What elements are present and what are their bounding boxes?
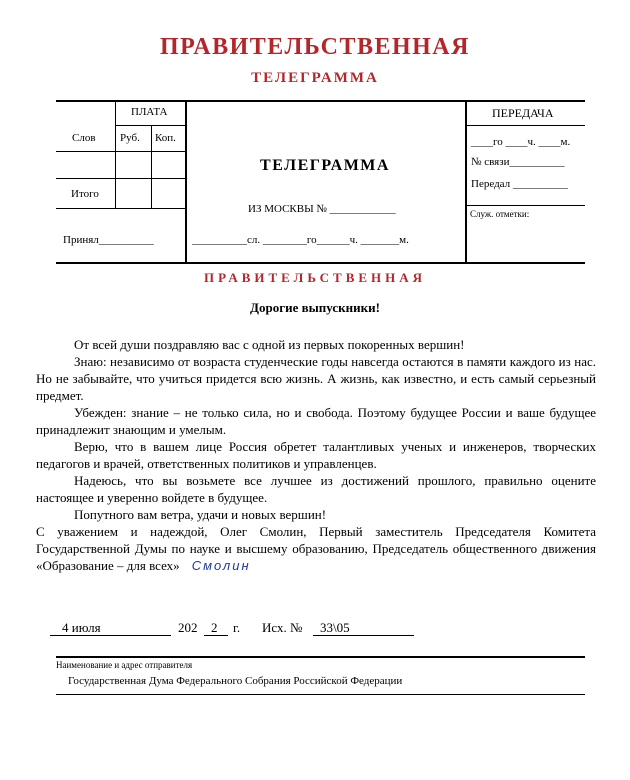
kop-label: Коп. — [155, 132, 176, 144]
prinyal-label: Принял__________ — [63, 234, 154, 246]
year-prefix: 202 — [178, 620, 198, 635]
date-time-field: __________сл. ________го______ч. _______м. — [192, 234, 409, 246]
letter-body — [36, 336, 596, 574]
grid-line — [56, 208, 185, 209]
sender-name: Государственная Дума Федерального Собрания Российской Федерации — [68, 675, 403, 687]
signature: Смолин — [191, 558, 251, 573]
form-bottom-border — [56, 262, 585, 264]
greeting: Дорогие выпускники! — [250, 300, 380, 315]
grid-line — [465, 125, 585, 126]
from-moscow-field: ИЗ МОСКВЫ № ____________ — [248, 203, 396, 215]
year-suffix: г. — [233, 620, 241, 635]
go-ch-m-field: ____го ____ч. ____м. — [471, 136, 571, 148]
grid-line — [185, 100, 187, 262]
grid-line — [56, 178, 185, 179]
year-digit: 2 — [211, 620, 218, 635]
grid-line — [465, 205, 585, 206]
rub-label: Руб. — [120, 132, 140, 144]
telegram-label: ТЕЛЕГРАММА — [260, 157, 390, 174]
sender-top-border — [56, 656, 585, 658]
document-title: ПРАВИТЕЛЬСТВЕННАЯ — [160, 34, 470, 60]
peredal-field: Передал __________ — [471, 178, 568, 190]
grid-line — [115, 100, 116, 208]
underline — [50, 635, 171, 636]
outgoing-number-label: Исх. № — [262, 620, 303, 635]
underline — [313, 635, 414, 636]
closing-paragraph — [36, 523, 596, 574]
outgoing-number: 33\05 — [320, 620, 350, 635]
grid-line — [115, 125, 185, 126]
paragraph: Надеюсь, что вы возьмете все лучшее из достижений прошлого, правильно оцените настоящее и уверенно войдете в будущее. — [36, 473, 596, 505]
document-subtitle: ТЕЛЕГРАММА — [251, 70, 379, 86]
grid-line — [56, 151, 185, 152]
itogo-label: Итого — [71, 188, 99, 200]
closing-text: С уважением и надеждой, Олег Смолин, Первый заместитель Председателя Комитета Государственной Думы по науке и высшему образованию, Председатель общественного движения «Образование – для всех» — [36, 524, 596, 573]
government-stamp: ПРАВИТЕЛЬСТВЕННАЯ — [203, 270, 427, 285]
paragraph: Верю, что в вашем лице Россия обретет талантливых ученых и инженеров, творческих педагогов и врачей, ответственных политиков и управленцев. — [36, 439, 596, 471]
paragraph: Убежден: знание – не только сила, но и свобода. Поэтому будущее России и ваше будущее принадлежит знающим и умелым. — [36, 405, 596, 437]
paragraph: Знаю: независимо от возраста студенческие годы навсегда остаются в памяти каждого из нас. Но не забывайте, что учиться придется всю жизнь. А жизнь, как известно, и есть самый серьезный предмет. — [36, 354, 596, 403]
sender-bottom-border — [56, 694, 585, 695]
paragraph: Попутного вам ветра, удачи и новых вершин! — [74, 507, 327, 522]
slov-label: Слов — [72, 132, 96, 144]
grid-line — [151, 125, 152, 208]
paragraph: От всей души поздравляю вас с одной из первых покоренных вершин! — [74, 337, 465, 352]
service-notes-label: Служ. отметки: — [470, 209, 530, 219]
sender-label: Наименование и адрес отправителя — [56, 660, 193, 670]
underline — [204, 635, 228, 636]
plata-label: ПЛАТА — [131, 106, 168, 118]
grid-line — [465, 100, 467, 262]
peredacha-label: ПЕРЕДАЧА — [492, 106, 554, 120]
form-top-border — [56, 100, 585, 102]
date-value: 4 июля — [62, 620, 101, 635]
svyazi-field: № связи__________ — [471, 156, 565, 168]
